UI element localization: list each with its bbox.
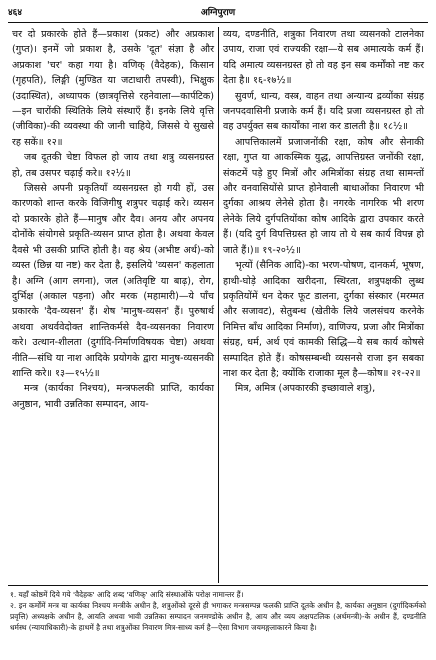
footnote: २. इन कर्मोंमें मन्त्र या कार्यका निश्चय मन्त्रीके अधीन है, शत्रुओंको दूरसे ही भगाकर मन्त्रसम्पन्न फलकी प्राप्ति दूतके अधीन है, कार्यका अनुष्ठान (दुर्गादिकर्मको प्रवृत्ति) अध्यक्षके अधीन है, आयति अथवा भावी उन्नतिका सम्पादन जनमण्डोके अधीन है, आय और व्यय अक्षपटलिक (अर्थमन्त्री)-के अधीन हैं, दण्डनीति धर्मस्थ (न्यायाधिकारी)-के हाथमें है तथा शत्रुओंका निवारण मित्र-साध्य कर्म है—ऐसा विभाग जयमङ्गलाकारने किया है।	[10, 601, 426, 632]
footnote: १. यहाँ कोष्ठमें दिये गये 'वैदेहक' आदि शब्द 'वणिक्' आदि संस्थाओंके परोक्ष नामान्तर हैं।	[10, 590, 244, 599]
page-header	[8, 6, 428, 23]
right-column	[218, 27, 428, 583]
left-column	[8, 27, 218, 583]
paragraph: भृत्यों (सैनिक आदि)-का भरण-पोषण, दानकर्म, भूषण, हाथी-घोड़े आदिका खरीदना, स्थिरता, शत्रुपक्षकी लुब्ध प्रकृतियोंमें धन देकर फूट डालना, दुर्गका संस्कार (मरम्मत और सजावट), सेतुबन्ध (खेतीके लिये जलसंचय करनेके निमित्त बाँध आदिका निर्माण), वाणिज्य, प्रजा और मित्रोंका संग्रह, धर्म, अर्थ एवं कामकी सिद्धि—ये सब कार्य कोषसे सम्पादित होते हैं। कोषसम्बन्धी व्यसनसे राजा इन सबका नाश कर देता है; क्योंकि राजाका मूल है—कोष॥ २१-२२॥	[223, 260, 424, 379]
footnote-divider	[8, 585, 428, 586]
running-title: अग्निपुराण	[200, 8, 236, 18]
two-column-body	[8, 27, 428, 583]
paragraph: व्यय, दण्डनीति, शत्रुका निवारण तथा व्यसनको टालनेका उपाय, राजा एवं राज्यकी रक्षा—ये सब अमात्यके कर्म हैं। यदि अमात्य व्यसनग्रस्त हो तो वह इन सब कर्मोंको नष्ट कर देता है॥ १६-१७½॥	[223, 29, 424, 87]
paragraph: चर दो प्रकारके होते हैं—प्रकाश (प्रकट) और अप्रकाश (गुप्त)। इनमें जो प्रकाश है, उसके 'दूत' संज्ञा है और अप्रकाश 'चर' कहा गया है। वणिक् (वैदेहक), किसान (गृहपति), लिङ्गी (मुण्डित या जटाधारी तपस्वी), भिक्षुक (उदास्थित), अध्यापक (छात्रवृत्तिसे रहनेवाला—कार्पटिक)—इन चारोंकी स्थितिके लिये संस्थाएँ हैं। इनके लिये वृत्ति (जीविका)-की व्यवस्था की जानी चाहिये, जिससे ये सुखसे रह सकें॥ १२॥	[12, 29, 214, 148]
paragraph: मन्त्र (कार्यका निश्चय), मन्त्रफलकी प्राप्ति, कार्यका अनुष्ठान, भावी उन्नतिका सम्पादन, आय-	[12, 383, 214, 410]
footnotes	[8, 589, 428, 633]
paragraph: सुवर्ण, धान्य, वस्त्र, वाहन तथा अन्यान्य द्रव्योंका संग्रह जनपदवासिनी प्रजाके कर्म हैं। यदि प्रजा व्यसनग्रस्त हो तो वह उपर्युक्त सब कार्योंका नाश कर डालती है॥ १८½॥	[223, 90, 424, 133]
paragraph: मित्र, अमित्र (अपकारकी इच्छावाले शत्रु),	[235, 383, 376, 395]
paragraph: जिससे अपनी प्रकृतियाँ व्यसनग्रस्त हो गयी हों, उस कारणको शान्त करके विजिगीषु शत्रुपर चढ़ाई करे। व्यसन दो प्रकारके होते हैं—मानुष और दैव। अनय और अपनय दोनोंके संयोगसे प्रकृति-व्यसन प्राप्त होता है। अथवा केवल दैवसे भी उसकी प्राप्ति होती है। वह श्रेय (अभीष्ट अर्थ)-को व्यस्त (छिन्न या नष्ट) कर देता है, इसलिये 'व्यसन' कहलाता है। अग्नि (आग लगना), जल (अतिवृष्टि या बाढ़), रोग, दुर्भिक्ष (अकाल पड़ना) और मरक (महामारी)—ये पाँच प्रकारके 'दैव-व्यसन' हैं। शेष 'मानुष-व्यसन' हैं। पुरुषार्थ अथवा अथर्ववेदोक्त शान्तिकर्मसे दैव-व्यसनका निवारण करे। उत्थान-शीलता (दुर्गादि-निर्माणविषयक चेष्टा) अथवा नीति—संधि या नाश आदिके प्रयोगके द्वारा मानुष-व्यसनकी शान्ति करे॥ १३—१५½॥	[12, 183, 214, 379]
page-number: ४६४	[8, 8, 23, 18]
paragraph: जब दूतकी चेष्टा विफल हो जाय तथा शत्रु व्यसनग्रस्त हो, तब उसपर चढ़ाई करे॥ १२½॥	[12, 152, 214, 179]
paragraph: आपत्तिकालमें प्रजाजनोंकी रक्षा, कोष और सेनाकी रक्षा, गुप्त या आकस्मिक युद्ध, आपत्तिग्रस्त जनोंकी रक्षा, संकटमें पड़े हुए मित्रों और अमित्रोंका संग्रह तथा सामन्तों और वनवासियोंसे प्राप्त होनेवाली बाधाओंका निवारण भी दुर्गका आश्रय लेनेसे होता है। नगरके नागरिक भी शरण लेनेके लिये दुर्गपतियोंका कोष आदिके द्वारा उपकार करते हैं। (यदि दुर्ग विपत्तिग्रस्त हो जाय तो ये सब कार्य विपन्न हो जाते हैं।)॥ १९-२०½॥	[223, 136, 424, 256]
